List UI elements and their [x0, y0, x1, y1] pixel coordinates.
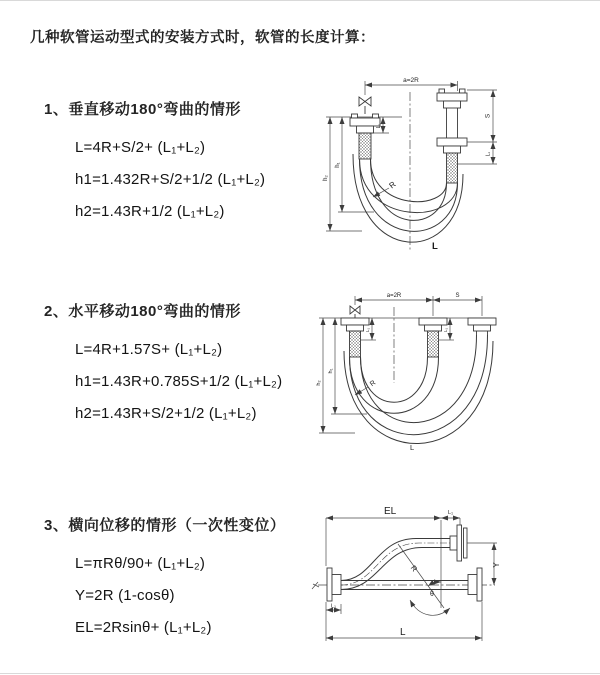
formula-s2-h2: h2=1.43R+S/2+1/2 (L₁+L₂) — [75, 405, 257, 422]
d1-label-l1-left: L₁ — [376, 123, 382, 129]
flange-plate — [464, 528, 468, 558]
flange-plate — [477, 568, 482, 601]
formula-s3-EL: EL=2Rsinθ+ (L₁+L₂) — [75, 619, 212, 636]
section-3-heading: 3、横向位移的情形（一次性变位） — [44, 517, 286, 534]
formula-s2-L: L=4R+1.57S+ (L₁+L₂) — [75, 341, 223, 358]
section-lateral-displacement — [44, 516, 285, 644]
d1-label-radius: R — [387, 179, 398, 191]
d2-label-h2: h₂ — [316, 380, 322, 386]
d3-label-radius: R — [408, 563, 420, 574]
d2-label-l1-left: L₁ — [365, 327, 370, 333]
formula-s1-h1: h1=1.432R+S/2+1/2 (L₁+L₂) — [75, 171, 266, 188]
braided-hose-section — [359, 133, 371, 159]
d2-label-length: L — [410, 443, 415, 452]
d2-label-h1: h₁ — [328, 368, 334, 374]
page-bottom-edge — [0, 673, 600, 674]
d3-hose-curves — [341, 539, 468, 590]
d3-label-theta: θ — [430, 591, 434, 598]
d3-label-l1-bottom: L₁ — [331, 603, 336, 610]
d2-label-a2r: a=2R — [386, 293, 402, 299]
section-2-heading: 2、水平移动180°弯曲的情形 — [44, 303, 241, 320]
d3-label-el: EL — [384, 506, 397, 517]
d1-label-a2r: a=2R — [403, 77, 419, 84]
d1-label-h1: h₁ — [335, 162, 341, 168]
formula-s3-L: L=πRθ/90+ (L₁+L₂) — [75, 555, 206, 572]
diagram-vertical-180-bend — [310, 68, 600, 263]
d3-label-y: Y — [492, 562, 501, 568]
formula-s2-h1: h1=1.43R+0.785S+1/2 (L₁+L₂) — [75, 373, 283, 390]
d2-label-radius: R — [369, 379, 378, 389]
d2-hose-curves — [344, 335, 493, 444]
flange-plate — [327, 568, 332, 601]
d2-dimension-lines — [319, 296, 496, 433]
d2-dimension-labels — [316, 293, 460, 452]
d3-label-length: L — [400, 627, 406, 638]
formula-s1-L: L=4R+S/2+ (L₁+L₂) — [75, 139, 206, 156]
flange-plate — [457, 525, 462, 561]
d1-label-length: L — [432, 241, 438, 252]
d1-label-l1-right: L₁ — [485, 151, 492, 157]
page-title: 几种软管运动型式的安装方式时，软管的长度计算： — [30, 30, 375, 46]
d1-label-h2: h₂ — [323, 175, 329, 181]
valve-icon — [359, 97, 371, 114]
page-top-edge — [0, 0, 600, 1]
diagram-horizontal-180-bend — [310, 283, 600, 463]
valve-icon — [350, 306, 360, 318]
pipe-break-mark — [312, 582, 319, 589]
d3-label-l1-top: L₁ — [448, 510, 453, 516]
diagram-lateral-displacement — [298, 498, 598, 663]
d2-label-l1-mid: L₁ — [443, 327, 448, 333]
d3-dimension-labels — [331, 506, 501, 638]
d1-label-s: S — [484, 113, 492, 119]
formula-s1-h2: h2=1.43R+1/2 (L₁+L₂) — [75, 203, 225, 220]
d1-dimension-labels — [323, 77, 492, 252]
d2-label-s: S — [455, 293, 460, 299]
section-vertical-movement — [44, 100, 265, 228]
d1-pipe-fittings — [350, 89, 467, 183]
formula-s3-Y: Y=2R (1-cosθ) — [75, 587, 175, 604]
section-1-heading: 1、垂直移动180°弯曲的情形 — [44, 101, 241, 118]
section-horizontal-movement — [44, 302, 282, 430]
braided-hose-section — [428, 331, 439, 357]
d1-dimension-lines — [326, 81, 497, 250]
braided-hose-section — [350, 331, 361, 357]
braided-hose-section — [447, 153, 458, 183]
